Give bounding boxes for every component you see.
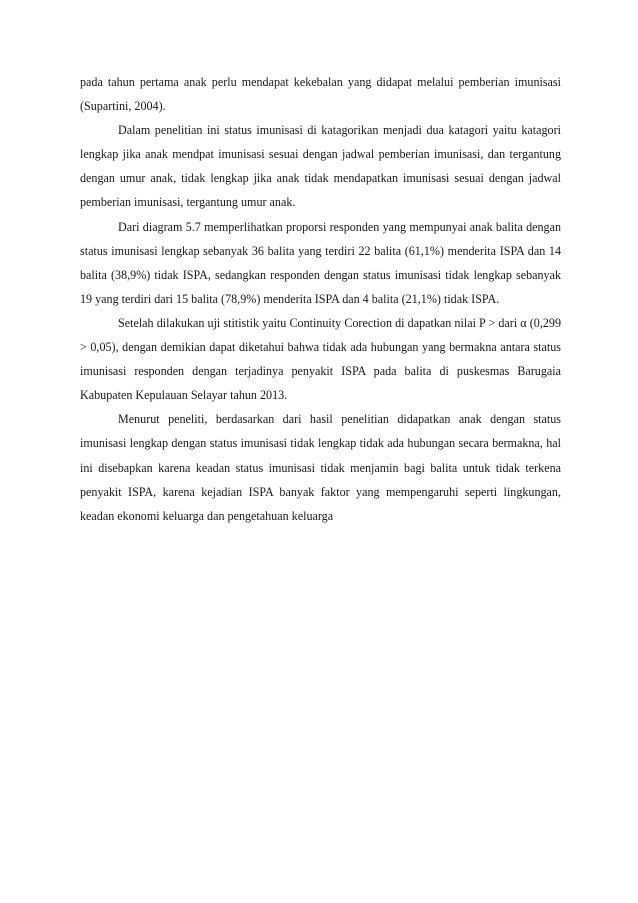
paragraph-immunization-categories: Dalam penelitian ini status imunisasi di katagorikan menjadi dua katagori yaitu katagori lengkap jika anak mendpat imunisasi sesuai dengan jadwal pemberian imunisasi, dan tergantung dengan umur anak, tidak lengkap jika anak tidak mendapatkan imunisasi sesuai dengan jadwal pemberian imunisasi, tergantung umur anak. [80,123,561,210]
paragraph-statistical-test: Setelah dilakukan uji stitistik yaitu Continuity Corection di dapatkan nilai P > dari α (0,299 > 0,05), dengan demikian dapat diketahui bahwa tidak ada hubungan yang bermakna antara status imunisasi responden dengan terjadinya penyakit ISPA pada balita di puskesmas Barugaia Kabupaten Kepulauan Selayar tahun 2013. [80,315,561,403]
paragraph-continued: pada tahun pertama anak perlu mendapat kekebalan yang didapat melalui pemberian imunisasi (Supartini, 2004). [80,75,561,114]
paragraph-researcher-opinion: Menurut peneliti, berdasarkan dari hasil penelitian didapatkan anak dengan status imunisasi lengkap dengan status imunisasi tidak lengkap tidak ada hubungan secara bermakna, hal ini disebapkan karena keadan status imunisasi tidak menjamin bagi balita untuk tidak terkena penyakit ISPA, karena kejadian ISPA banyak faktor yang mempengaruhi seperti lingkungan, keadan ekonomi keluarga dan pengetahuan keluarga [80,412,561,523]
paragraph-diagram-proportions: Dari diagram 5.7 memperlihatkan proporsi responden yang mempunyai anak balita dengan status imunisasi lengkap sebanyak 36 balita yang terdiri 22 balita (61,1%) menderita ISPA dan 14 balita (38,9%) tidak ISPA, sedangkan responden dengan status imunisasi tidak lengkap sebanyak 19 yang terdiri dari 15 balita (78,9%) menderita ISPA dan 4 balita (21,1%) tidak ISPA. [80,219,561,306]
body-text [80,70,561,528]
